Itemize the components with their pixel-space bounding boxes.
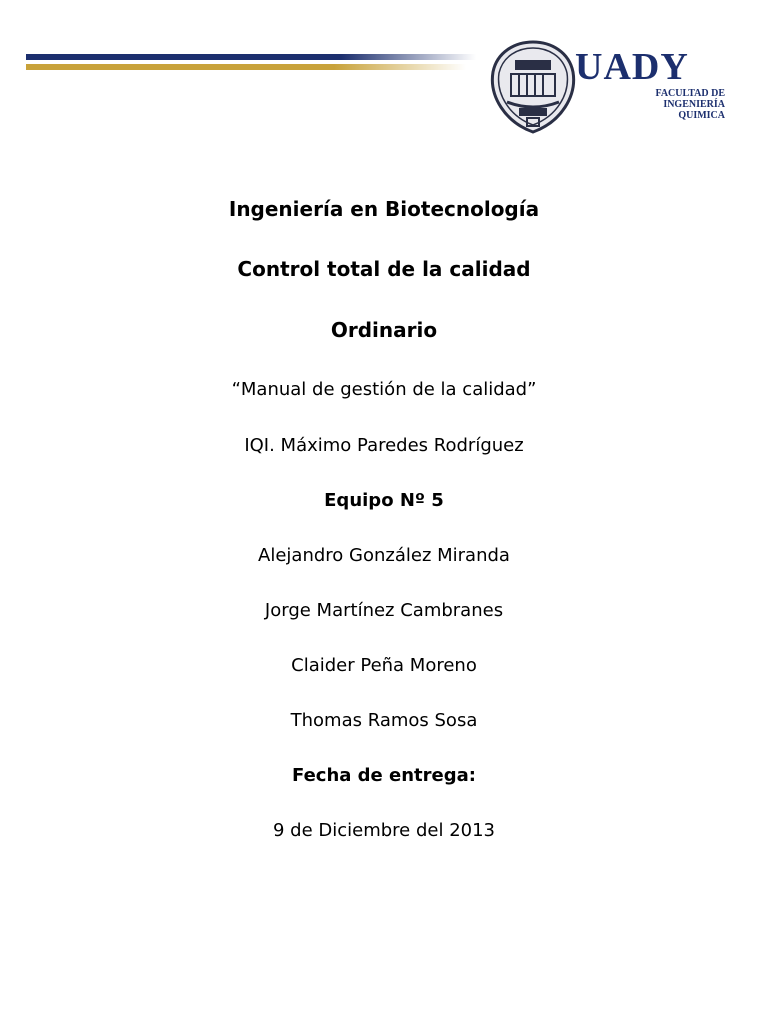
- exam-type: Ordinario: [330, 318, 438, 342]
- university-seal-logo: [489, 38, 577, 136]
- faculty-line: QUIMICA: [678, 110, 725, 121]
- teacher-name: IQI. Máximo Paredes Rodríguez: [244, 435, 524, 456]
- faculty-line: FACULTAD DE: [655, 88, 725, 99]
- team-member: Thomas Ramos Sosa: [290, 710, 478, 731]
- university-name: UADY: [575, 46, 689, 88]
- header-stripe-blue: [26, 54, 476, 60]
- team-member: Jorge Martínez Cambranes: [264, 600, 504, 621]
- team-member: Claider Peña Moreno: [291, 655, 477, 676]
- due-date-label: Fecha de entrega:: [292, 765, 476, 786]
- team-label: Equipo Nº 5: [324, 490, 444, 511]
- faculty-name: [625, 88, 725, 121]
- faculty-line: INGENIERÍA: [663, 99, 725, 110]
- university-brand: [575, 48, 725, 128]
- career-name: Ingeniería en Biotecnología: [228, 197, 540, 221]
- document-header: [0, 0, 768, 150]
- due-date: 9 de Diciembre del 2013: [272, 820, 496, 841]
- team-member: Alejandro González Miranda: [258, 545, 510, 566]
- course-name: Control total de la calidad: [237, 257, 531, 281]
- document-title: “Manual de gestión de la calidad”: [231, 379, 537, 400]
- header-stripe-gold: [26, 64, 466, 70]
